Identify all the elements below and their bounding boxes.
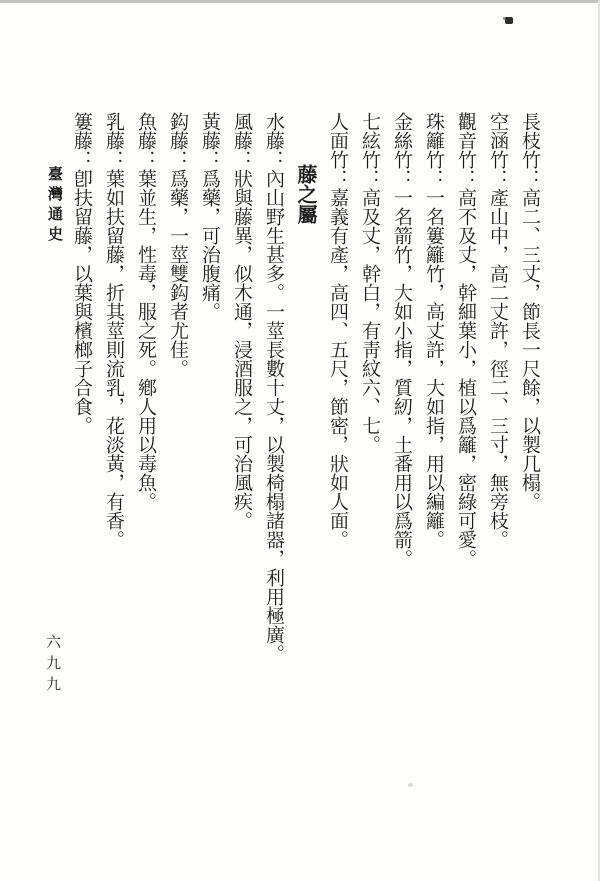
book-title: 臺灣通史 [46, 166, 62, 246]
entry-lou-rattan: 簍藤：卽扶留藤，以葉與檳榔子合食。 [71, 112, 92, 435]
page-text-block [65, 112, 545, 752]
ink-speck-artifact [505, 17, 513, 24]
entry-changzhi-bamboo: 長枝竹：高二、三丈，節長一尺餘，以製几榻。 [519, 112, 540, 511]
entry-shui-rattan: 水藤：內山野生甚多。一莖長數十丈，以製椅榻諸器，利用極廣。 [263, 112, 284, 663]
entry-zhuli-bamboo: 珠籬竹：一名簍籬竹，高丈許，大如指，用以編籬。 [423, 112, 444, 549]
entry-gou-rattan: 鈎藤：爲藥，一莖雙鈎者尤佳。 [167, 112, 188, 378]
entry-konghan-bamboo: 空涵竹：產山中，高二丈許，徑二、三寸，無旁枝。 [487, 112, 508, 549]
entry-jinsi-bamboo: 金絲竹：一名箭竹，大如小指，質紉，土番用以爲箭。 [391, 112, 412, 568]
ink-speck-artifact-faint [408, 783, 413, 787]
entry-feng-rattan: 風藤：狀與藤異，似木通，浸酒服之，可治風疾。 [231, 112, 252, 530]
entry-renmian-bamboo: 人面竹：嘉義有產，高四、五尺，節密，狀如人面。 [327, 112, 348, 549]
entry-yu-rattan: 魚藤：葉並生，性毒，服之死。鄕人用以毒魚。 [135, 112, 156, 511]
page-number: 六九九 [44, 634, 60, 697]
entry-guanyin-bamboo: 觀音竹：高不及丈，幹細葉小，植以爲籬，密綠可愛。 [455, 112, 476, 568]
entry-ru-rattan: 乳藤：葉如扶留藤，折其莖則流乳，花淡黃，有香。 [103, 112, 124, 549]
entry-qixian-bamboo: 七絃竹：高及丈，幹白，有靑紋六、七。 [359, 112, 380, 454]
section-header-rattans: 藤之屬 [294, 164, 316, 224]
scan-edge-strip-top [0, 0, 600, 3]
entry-huang-rattan: 黃藤：爲藥，可治腹痛。 [199, 112, 220, 321]
